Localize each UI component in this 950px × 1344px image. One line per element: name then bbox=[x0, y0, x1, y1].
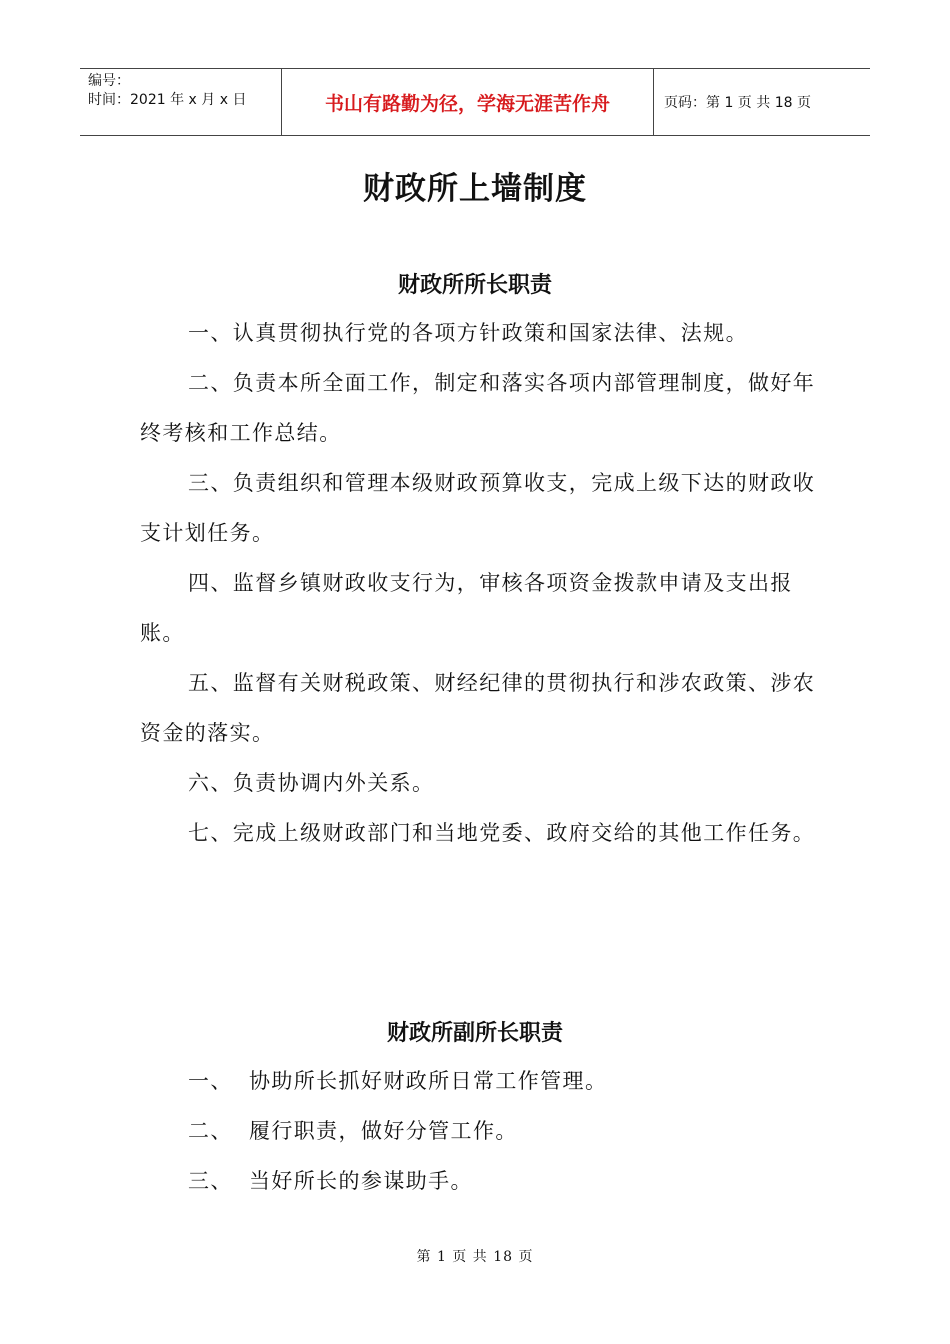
page-footer: 第 1 页 共 18 页 bbox=[416, 1249, 534, 1265]
header-motto: 书山有路勤为径，学海无涯苦作舟 bbox=[282, 69, 654, 135]
duty-paragraph: 六、负责协调内外关系。 bbox=[188, 771, 435, 795]
section-heading-deputy: 财政所副所长职责 bbox=[386, 1021, 563, 1046]
duty-paragraph: 七、完成上级财政部门和当地党委、政府交给的其他工作任务。 bbox=[188, 821, 816, 845]
header-page-label: 页码：第 1 页 共 18 页 bbox=[664, 95, 811, 111]
page-header bbox=[80, 68, 870, 136]
duty-paragraph: 五、监督有关财税政策、财经纪律的贯彻执行和涉农政策、涉农资金的落实。 bbox=[140, 671, 816, 745]
deputy-duty-item: 二、 履行职责，做好分管工作。 bbox=[188, 1119, 518, 1143]
header-meta-cell bbox=[80, 69, 282, 135]
serial-label: 编号： bbox=[88, 73, 130, 89]
section-heading-director: 财政所所长职责 bbox=[397, 273, 552, 298]
duty-paragraph: 二、负责本所全面工作，制定和落实各项内部管理制度，做好年终考核和工作总结。 bbox=[140, 371, 816, 445]
duty-paragraph: 一、认真贯彻执行党的各项方针政策和国家法律、法规。 bbox=[188, 321, 748, 345]
duty-paragraph: 四、监督乡镇财政收支行为，审核各项资金拨款申请及支出报账。 bbox=[140, 571, 793, 645]
deputy-duty-item: 三、 当好所长的参谋助手。 bbox=[188, 1169, 473, 1193]
document-title: 财政所上墙制度 bbox=[363, 171, 587, 207]
deputy-duty-item: 一、 协助所长抓好财政所日常工作管理。 bbox=[188, 1069, 608, 1093]
time-label: 时间：2021 年 x 月 x 日 bbox=[88, 92, 247, 108]
duty-paragraph: 三、负责组织和管理本级财政预算收支，完成上级下达的财政收支计划任务。 bbox=[140, 471, 816, 545]
